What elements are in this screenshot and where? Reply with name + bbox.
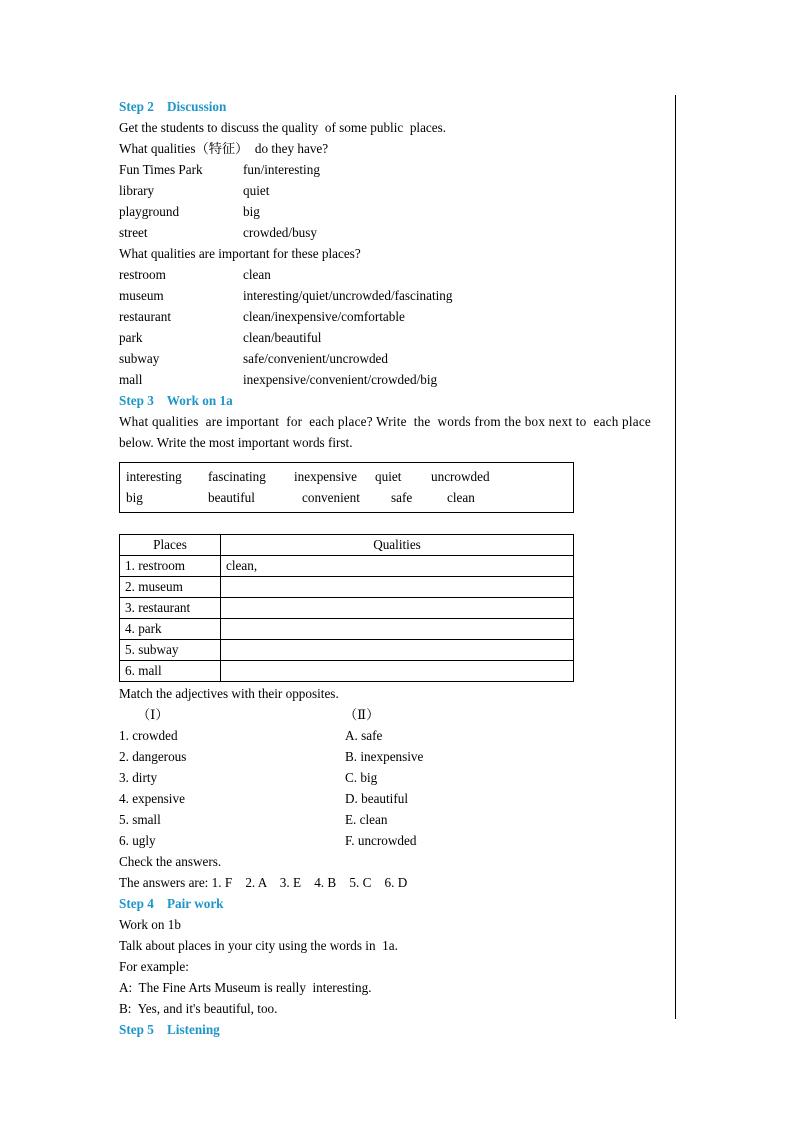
table-cell-qualities[interactable] bbox=[221, 640, 574, 661]
word-chip: fascinating bbox=[208, 469, 266, 484]
match-left-item: 4. expensive bbox=[119, 791, 185, 806]
table-cell-place: 3. restaurant bbox=[120, 598, 221, 619]
place-label: library bbox=[119, 183, 155, 198]
match-right-item: C. big bbox=[345, 770, 378, 785]
table-cell-qualities[interactable] bbox=[221, 598, 574, 619]
quality-label: crowded/busy bbox=[243, 225, 317, 240]
step2-pair-row bbox=[119, 201, 671, 222]
step2-pair2-row bbox=[119, 369, 671, 390]
quality-label: safe/convenient/uncrowded bbox=[243, 351, 389, 366]
place-label: Fun Times Park bbox=[119, 162, 203, 177]
step2-question2: What qualities are important for these places? bbox=[119, 246, 361, 261]
match-row bbox=[119, 809, 671, 830]
quality-label: big bbox=[243, 204, 260, 219]
word-chip: beautiful bbox=[208, 490, 255, 505]
table-header-row bbox=[120, 535, 574, 556]
table-row bbox=[120, 661, 574, 682]
document-content bbox=[119, 96, 671, 1040]
step3-instruction-line2: below. Write the most important words first. bbox=[119, 435, 353, 450]
table-row bbox=[120, 640, 574, 661]
step4-line: Work on 1b bbox=[119, 917, 181, 932]
check-answers-line: Check the answers. bbox=[119, 854, 222, 869]
table-row bbox=[120, 598, 574, 619]
word-chip: safe bbox=[391, 490, 413, 505]
column-header-qualities: Qualities bbox=[221, 535, 574, 556]
match-row bbox=[119, 725, 671, 746]
step2-question: What qualities（特征） do they have? bbox=[119, 141, 329, 156]
match-column-headers bbox=[119, 704, 671, 725]
table-row bbox=[120, 556, 574, 577]
step4-line: A: The Fine Arts Museum is really interesting. bbox=[119, 980, 372, 995]
step4-heading: Step 4 Pair work bbox=[119, 896, 224, 911]
match-right-item: A. safe bbox=[345, 728, 383, 743]
place-label: subway bbox=[119, 351, 160, 366]
quality-label: fun/interesting bbox=[243, 162, 320, 177]
word-bank-box bbox=[119, 462, 574, 513]
table-cell-place: 5. subway bbox=[120, 640, 221, 661]
table-cell-place: 6. mall bbox=[120, 661, 221, 682]
quality-label: clean bbox=[243, 267, 271, 282]
match-col2-header: （Ⅱ） bbox=[344, 707, 380, 722]
table-cell-qualities[interactable] bbox=[221, 577, 574, 598]
word-chip: convenient bbox=[302, 490, 360, 505]
table-cell-place: 4. park bbox=[120, 619, 221, 640]
table-cell-place: 1. restroom bbox=[120, 556, 221, 577]
step4-line: For example: bbox=[119, 959, 189, 974]
match-row bbox=[119, 788, 671, 809]
step3-instruction-line1: What qualities are important for each place? Write the words from the box next to each place bbox=[119, 414, 651, 429]
step2-heading: Step 2 Discussion bbox=[119, 99, 227, 114]
step2-pair2-row bbox=[119, 327, 671, 348]
match-row bbox=[119, 830, 671, 851]
place-label: playground bbox=[119, 204, 180, 219]
step5-heading: Step 5 Listening bbox=[119, 1022, 220, 1037]
match-left-item: 2. dangerous bbox=[119, 749, 187, 764]
quality-label: quiet bbox=[243, 183, 270, 198]
column-header-places: Places bbox=[120, 535, 221, 556]
step2-pair2-row bbox=[119, 306, 671, 327]
step2-pair-row bbox=[119, 180, 671, 201]
table-cell-place: 2. museum bbox=[120, 577, 221, 598]
place-label: park bbox=[119, 330, 143, 345]
step2-pair2-row bbox=[119, 285, 671, 306]
word-chip: big bbox=[126, 490, 143, 505]
table-cell-qualities[interactable] bbox=[221, 661, 574, 682]
match-row bbox=[119, 746, 671, 767]
table-cell-qualities[interactable]: clean, bbox=[221, 556, 574, 577]
table-row bbox=[120, 619, 574, 640]
match-right-item: D. beautiful bbox=[345, 791, 408, 806]
step2-intro: Get the students to discuss the quality of some public places. bbox=[119, 120, 447, 135]
word-chip: clean bbox=[447, 490, 475, 505]
step2-pair-row bbox=[119, 222, 671, 243]
word-chip: inexpensive bbox=[294, 469, 357, 484]
match-left-item: 1. crowded bbox=[119, 728, 178, 743]
word-chip: interesting bbox=[126, 469, 182, 484]
match-left-item: 3. dirty bbox=[119, 770, 158, 785]
match-left-item: 6. ugly bbox=[119, 833, 156, 848]
place-label: restaurant bbox=[119, 309, 171, 324]
table-cell-qualities[interactable] bbox=[221, 619, 574, 640]
match-instruction: Match the adjectives with their opposites. bbox=[119, 686, 339, 701]
places-qualities-table bbox=[119, 534, 574, 682]
step4-line: Talk about places in your city using the words in 1a. bbox=[119, 938, 398, 953]
word-bank-row bbox=[120, 487, 573, 508]
step4-line: B: Yes, and it's beautiful, too. bbox=[119, 1001, 278, 1016]
step2-pair2-row bbox=[119, 264, 671, 285]
right-margin-rule bbox=[675, 95, 676, 1019]
match-col1-header: （Ⅰ） bbox=[137, 707, 169, 722]
step2-pair2-row bbox=[119, 348, 671, 369]
match-right-item: B. inexpensive bbox=[345, 749, 424, 764]
answers-line: The answers are: 1. F 2. A 3. E 4. B 5. C 6. D bbox=[119, 875, 408, 890]
place-label: restroom bbox=[119, 267, 166, 282]
place-label: mall bbox=[119, 372, 143, 387]
match-right-item: E. clean bbox=[345, 812, 388, 827]
match-row bbox=[119, 767, 671, 788]
match-right-item: F. uncrowded bbox=[345, 833, 417, 848]
step2-pair-row bbox=[119, 159, 671, 180]
word-chip: quiet bbox=[375, 469, 402, 484]
step3-heading: Step 3 Work on 1a bbox=[119, 393, 233, 408]
quality-label: interesting/quiet/uncrowded/fascinating bbox=[243, 288, 453, 303]
place-label: museum bbox=[119, 288, 164, 303]
quality-label: clean/inexpensive/comfortable bbox=[243, 309, 405, 324]
place-label: street bbox=[119, 225, 148, 240]
word-bank-row bbox=[120, 466, 573, 487]
quality-label: clean/beautiful bbox=[243, 330, 322, 345]
match-left-item: 5. small bbox=[119, 812, 161, 827]
word-chip: uncrowded bbox=[431, 469, 490, 484]
quality-label: inexpensive/convenient/crowded/big bbox=[243, 372, 438, 387]
table-row bbox=[120, 577, 574, 598]
